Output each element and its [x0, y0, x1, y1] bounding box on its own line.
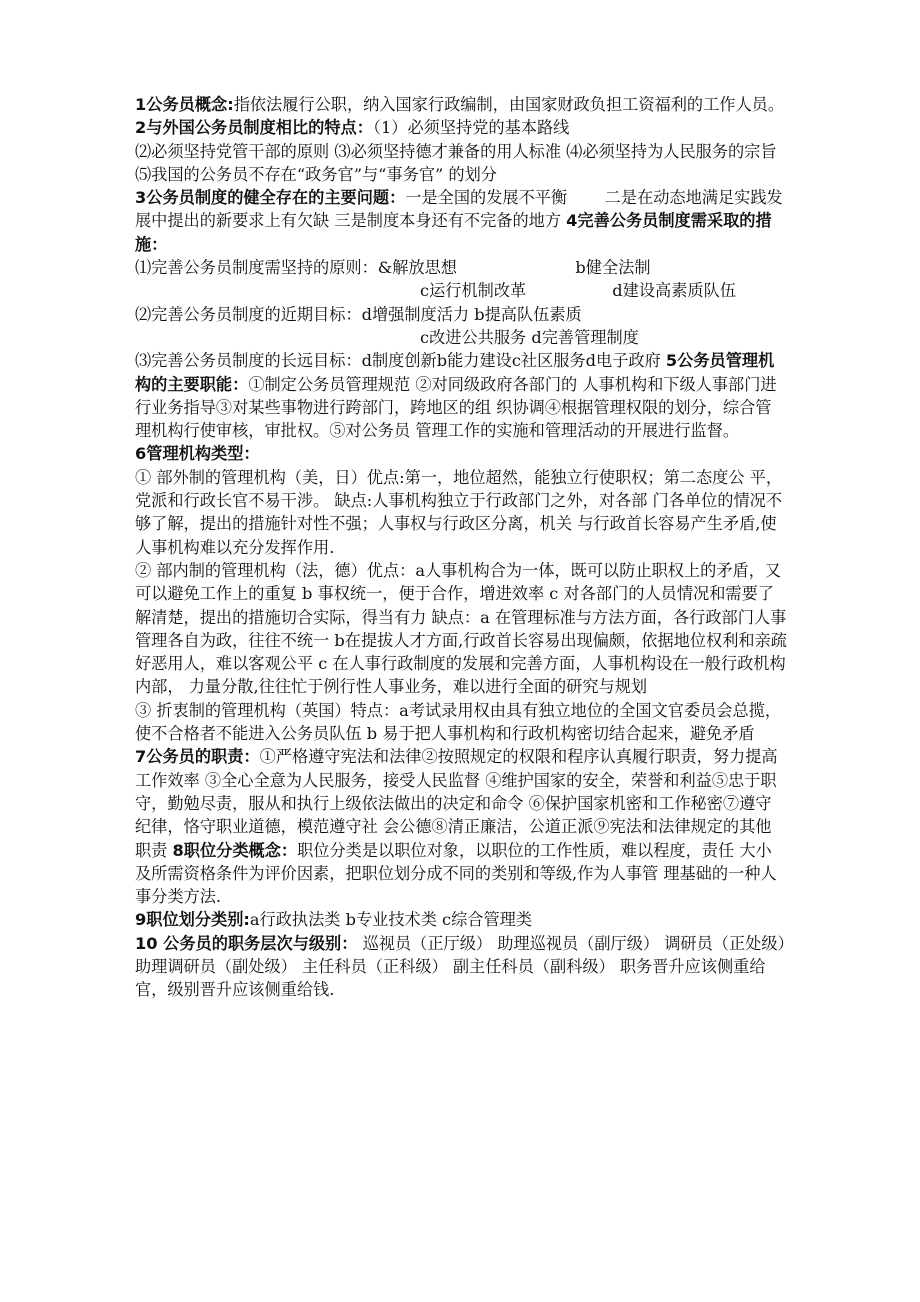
section-6-heading [135, 442, 787, 465]
section-1 [135, 93, 787, 116]
section-8-heading: 8职位分类概念： [172, 840, 298, 860]
section-5-heading: 5公务员管理机构的主要职能： [135, 351, 775, 394]
section-9-text: a行政执法类 b专业技术类 c综合管理类 [249, 910, 533, 930]
section-4-heading: 4完善公务员制度需采取的措施： [135, 211, 772, 254]
section-6-item-3: ③ 折衷制的管理机构（英国）特点：a考试录用权由具有独立地位的全国文官委员会总揽，使不合格者不能进入公务员队伍 b 易于把人事机构和行政机构密切结合起来，避免矛盾 [135, 700, 782, 744]
section-1-heading: 1公务员概念: [135, 95, 234, 114]
section-9-heading: 9职位划分类别: [135, 910, 250, 930]
section-3-heading: 3公务员制度的健全存在的主要问题： [135, 188, 406, 208]
section-2-line-2: ⑵必须坚持党管干部的原则 ⑶必须坚持德才兼备的用人标准 ⑷必须坚持为人民服务的宗旨 ⑸我国的公务员不存在“政务官”与“事务官” 的划分 [135, 141, 782, 184]
section-6-item-1: ① 部外制的管理机构（美，日）优点:第一，地位超然，能独立行使职权；第二态度公 平，党派和行政长官不易干涉。 缺点:人事机构独立于行政部门之外，对各部 门各单位的情况不够了解，提出的措施针对性不强；人事权与行政区分离，机关 与行政首长容易产生矛盾,使人事机构难以充分发挥作用. [135, 467, 783, 557]
section-8-text: 职位分类是以职位对象，以职位的工作性质，难以程度，责任 大小及所需资格条件为评价因素，把职位划分成不同的类别和等级,作为人事管 理基础的一种人事分类方法. [135, 840, 777, 907]
section-7-text: ①严格遵守宪法和法律②按照规定的权限和程序认真履行职责，努力提高工作效率 ③全心全意为人民服务，接受人民监督 ④维护国家的安全，荣誉和利益⑤忠于职守，勤勉尽责，服从和执行上级依法做出的决定和命令 ⑥保护国家机密和工作秘密⑦遵守纪律，恪守职业道德，模范遵守社 会公德⑧清正廉洁，公道正派⑨宪法和法律规定的其他职责 [135, 747, 778, 860]
section-4-near-term-goals-cont: c改进公共服务 d完善管理制度 [420, 327, 639, 347]
section-3-4 [135, 186, 787, 256]
section-5-text: ①制定公务员管理规范 ②对同级政府各部门的 人事机构和下级人事部门进行业务指导③对某些事物进行跨部门，跨地区的组 织协调④根据管理权限的划分，综合管理机构行使审核，审批权。⑤对公务员 管理工作的实施和管理活动的开展进行监督。 [135, 374, 777, 441]
section-2-heading: 2与外国公务员制度相比的特点： [135, 118, 373, 138]
section-10-heading: 10 公务员的职务层次与级别： [135, 933, 358, 953]
section-10-text: 巡视员（正厅级） 助理巡视员（副厅级） 调研员（正处级）助理调研员（副处级） 主任科员（正科级） 副主任科员（副科级） 职务晋升应该侧重给官，级别晋升应该侧重给钱. [135, 933, 786, 1000]
section-4-principles-cont: c运行机制改革 d建设高素质队伍 [420, 281, 736, 301]
section-9 [135, 908, 787, 931]
section-10 [135, 932, 787, 1002]
section-4-long-term-goals: ⑶完善公务员制度的长远目标：d制度创新b能力建设c社区服务d电子政府 [135, 351, 666, 371]
section-3-text: 一是全国的发展不平衡 二是在动态地满足实践发展中提出的新要求上有欠缺 三是制度本身还有不完备的地方 [135, 188, 783, 231]
section-4-near-term-goals: ⑵完善公务员制度的近期目标：d增强制度活力 b提高队伍素质 [135, 304, 582, 324]
section-7-heading: 7公务员的职责： [135, 747, 260, 767]
section-6-heading-text: 6管理机构类型： [135, 444, 260, 464]
section-2-line-1: （1）必须坚持党的基本路线 [372, 118, 570, 138]
section-2 [135, 116, 787, 139]
section-6-item-2: ② 部内制的管理机构（法，德）优点：a人事机构合为一体，既可以防止职权上的矛盾，又可以避免工作上的重复 b 事权统一，便于合作，增进效率 c 对各部门的人员情况和需要了解清楚，提出的措施切合实际，得当有力 缺点：a 在管理标准与方法方面，各行政部门人事管理各自为政，往往不统一 b在提拔人才方面,行政首长容易出现偏颇，依据地位权利和亲疏好恶用人，难以客观公平 c 在人事行政制度的发展和完善方面，人事机构设在一般行政机构内部， 力量分散,往往忙于例行性人事业务，难以进行全面的研究与规划 [135, 560, 787, 697]
section-1-text: 指依法履行公职，纳入国家行政编制，由国家财政负担工资福利的工作人员。 [233, 95, 785, 114]
document-body [135, 93, 787, 1002]
section-4-5 [135, 349, 787, 442]
section-4-principles: ⑴完善公务员制度需坚持的原则：&解放思想 b健全法制 [135, 258, 651, 278]
section-7-8 [135, 745, 787, 908]
